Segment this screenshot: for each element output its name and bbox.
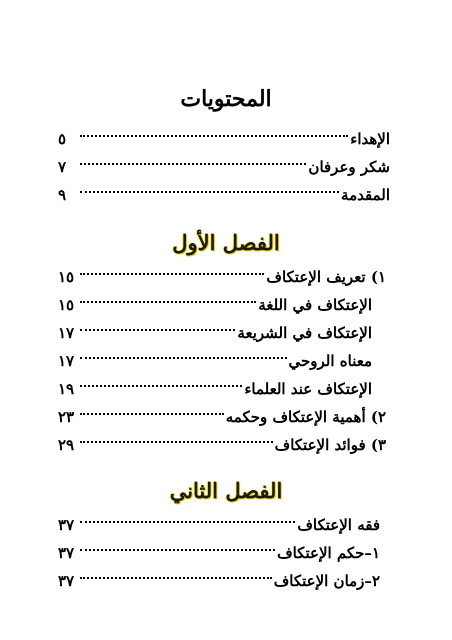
toc-entry: [58, 286, 372, 314]
toc-entry-label: الإعتكاف عند العلماء: [244, 380, 372, 398]
dot-leader: [80, 148, 306, 172]
toc-entry-page: ١٥: [58, 296, 75, 314]
toc-entry-page: ١٧: [58, 324, 75, 342]
dot-leader: [80, 286, 256, 310]
toc-entry-label: المقدمة: [341, 186, 390, 204]
toc-entry-label: ١) تعريف الإعتكاف: [266, 268, 386, 286]
toc-entry-page: ٣٧: [58, 572, 75, 590]
toc-entry-label: شكر وعرفان: [308, 158, 390, 176]
dot-leader: [80, 398, 224, 422]
toc-entry-introduction: [58, 176, 390, 204]
toc-entry-label: ٢–زمان الإعتكاف: [273, 572, 380, 590]
toc-entry-label: ٣) فوائد الإعتكاف: [274, 436, 386, 454]
dot-leader: [80, 342, 287, 366]
toc-entry-label: ٢) أهمية الإعتكاف وحكمه: [225, 408, 386, 426]
toc-entry-label: الإعتكاف في اللغة: [258, 296, 372, 314]
toc-entry: [58, 506, 380, 534]
dot-leader: [80, 176, 339, 200]
page-title: المحتويات: [180, 86, 272, 112]
dot-leader: [80, 506, 295, 530]
toc-entry: [58, 314, 372, 342]
toc-entry: [58, 562, 380, 590]
toc-entry-page: ٢٩: [58, 436, 75, 454]
dot-leader: [80, 258, 264, 282]
chapter-1-heading: الفصل الأول: [172, 230, 280, 255]
toc-entry: [58, 258, 386, 286]
toc-entry: [58, 398, 386, 426]
toc-entry-page: ١٥: [58, 268, 75, 286]
toc-entry: [58, 342, 372, 370]
chapter-2-heading: الفصل الثاني: [169, 478, 283, 503]
toc-entry-page: ٧: [58, 158, 67, 176]
toc-entry-page: ١٧: [58, 352, 75, 370]
toc-entry: [58, 370, 372, 398]
toc-entry-page: ٢٣: [58, 408, 75, 426]
toc-entry-page: ٣٧: [58, 516, 75, 534]
toc-entry-label: الإعتكاف في الشريعة: [237, 324, 372, 342]
dot-leader: [80, 370, 242, 394]
dot-leader: [80, 562, 272, 586]
dot-leader: [80, 120, 348, 144]
dot-leader: [80, 534, 275, 558]
toc-entry-dedication: [58, 120, 390, 148]
dot-leader: [80, 426, 273, 450]
toc-entry: [58, 426, 386, 454]
toc-entry-page: ٥: [58, 130, 67, 148]
toc-entry: [58, 534, 380, 562]
toc-entry-page: ٩: [58, 186, 67, 204]
toc-entry-label: فقه الإعتكاف: [297, 516, 380, 534]
toc-entry-page: ١٩: [58, 380, 75, 398]
dot-leader: [80, 314, 235, 338]
toc-entry-label: الإهداء: [350, 130, 390, 148]
toc-entry-label: معناه الروحي: [288, 352, 372, 370]
toc-entry-label: ١–حكم الإعتكاف: [277, 544, 380, 562]
toc-entry-page: ٣٧: [58, 544, 75, 562]
toc-entry-acknowledgements: [58, 148, 390, 176]
